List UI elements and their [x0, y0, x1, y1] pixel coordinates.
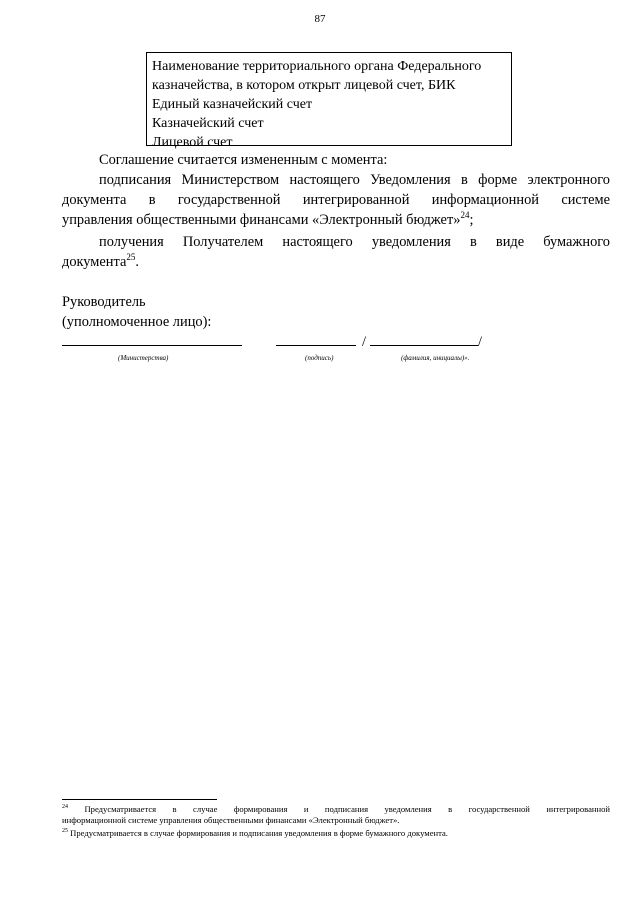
- footnote-24-line1: [62, 804, 610, 815]
- caption-name: (фамилия, инициалы)».: [401, 354, 470, 362]
- name-line: [370, 345, 478, 346]
- box-line: Казначейский счет: [152, 116, 264, 131]
- footnote-ref-24: 24: [460, 210, 470, 221]
- footnote-ref-25: 25: [126, 252, 136, 263]
- item1-line1: подписания Министерством настоящего Уведомления в форме электронного: [99, 172, 610, 188]
- item1-line3: [62, 210, 473, 230]
- box-line: Единый казначейский счет: [152, 97, 313, 112]
- box-line: казначейства, в котором открыт лицевой счет, БИК: [152, 78, 456, 93]
- footnote-25: [62, 828, 448, 839]
- ministry-line: [62, 345, 242, 346]
- footnote-24-line2: информационной системе управления общественными финансами «Электронный бюджет».: [62, 815, 400, 825]
- caption-ministry: (Министерства): [118, 354, 169, 362]
- caption-signature: (подпись): [305, 354, 334, 362]
- footnote-mark-24: 24: [62, 804, 68, 811]
- footnote-mark-25: 25: [62, 828, 68, 835]
- box-line: Лицевой счет: [152, 135, 233, 150]
- item2-end: .: [135, 254, 139, 270]
- footnote-25-text: Предусматривается в случае формирования и подписания уведомления в форме бумажного документа.: [70, 828, 448, 838]
- item2-line2: [62, 252, 139, 272]
- item2-line1: получения Получателем настоящего уведомления в виде бумажного: [99, 234, 610, 250]
- item1-line2: документа в государственной интегрированной информационной системе: [62, 192, 610, 208]
- signature-line: [276, 345, 356, 346]
- separator-slash: /: [362, 334, 366, 350]
- signatory-title: Руководитель: [62, 294, 146, 310]
- separator-slash: /: [478, 334, 482, 350]
- footnote-24-text: Предусматривается в случае формирования и подписания уведомления в государственной интегрированной: [84, 804, 611, 814]
- item1-text: управления общественными финансами «Электронный бюджет»: [62, 212, 461, 228]
- signatory-subtitle: (уполномоченное лицо):: [62, 314, 212, 330]
- item2-text: документа: [62, 254, 127, 270]
- item1-end: ;: [469, 212, 474, 228]
- box-line: Наименование территориального органа Федерального: [152, 59, 482, 74]
- treasury-details-box: [146, 52, 512, 150]
- intro-paragraph: Соглашение считается измененным с момента:: [99, 152, 388, 168]
- page-number: 87: [314, 13, 326, 25]
- footnote-separator: [62, 799, 217, 800]
